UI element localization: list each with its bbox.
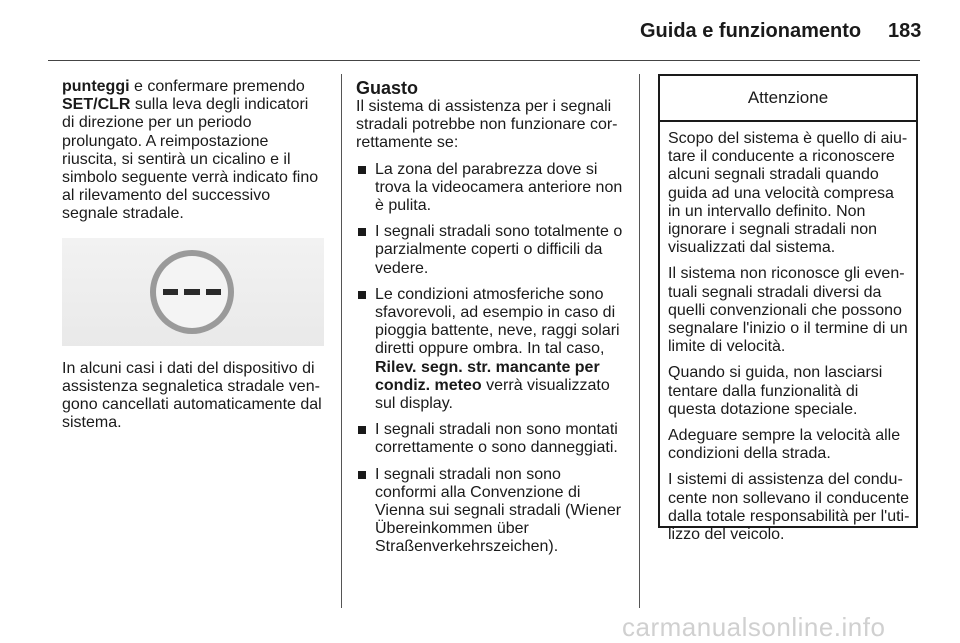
list-item: I segnali stradali non sono montati correttamente o sono danneggiati.: [356, 421, 626, 457]
fault-list: [356, 161, 626, 557]
sign-figure: [62, 238, 324, 346]
display-message: Rilev. segn. str. mancante per condiz. meteo: [375, 358, 600, 394]
header-title: Guida e funzionamento: [640, 20, 862, 42]
bullet-square-icon: [358, 228, 366, 236]
after-figure-paragraph: In alcuni casi i dati del dispositivo di assistenza segnaletica stradale vengono cancellati automaticamente dal sistema.: [62, 359, 322, 432]
bullet-square-icon: [358, 166, 366, 174]
bold-term-punteggi: punteggi: [62, 78, 130, 95]
list-item: I segnali stradali sono totalmente o parzialmente coperti o difficili da vedere.: [356, 223, 626, 278]
warning-paragraph: Quando si guida, non lasciarsi tentare dalla funzionalità di questa dotazione speciale.: [668, 364, 883, 418]
intro-text-1: e confermare premendo: [129, 78, 305, 95]
intro-paragraph: [62, 78, 324, 224]
bullet-square-icon: [358, 471, 366, 479]
list-item: I segnali stradali non sono conformi alla Convenzione di Vienna sui segnali stradali (Wiener Übereinkommen über Straßenverkehrszeichen).: [356, 466, 626, 557]
warning-body: [660, 122, 916, 544]
bullet-square-icon: [358, 426, 366, 434]
left-column: [62, 78, 324, 432]
no-speed-limit-dashes-icon: [62, 238, 324, 346]
guasto-intro: Il sistema di assistenza per i segnali stradali potrebbe non funzionare correttamente se:: [356, 98, 618, 152]
page-number: 183: [888, 20, 922, 42]
page-header: [0, 0, 960, 62]
bullet-square-icon: [358, 291, 366, 299]
warning-paragraph: Scopo del sistema è quello di aiutare il conducente a riconoscere alcuni segnali stradali quando guida ad una velocità compresa in un intervallo definito. Non ignorare i segnali stradali non visualizzati dal sistema.: [668, 130, 908, 257]
middle-column: [356, 78, 626, 565]
bold-term-setclr: SET/CLR: [62, 96, 131, 114]
warning-box: [658, 74, 918, 544]
watermark: carmanualsonline.info: [622, 612, 886, 642]
header-divider: [48, 60, 920, 61]
intro-text-2: sulla leva degli indicatori di direzione per un periodo prolungato. A reimpostazione riuscita, si sentirà un cicalino e il simbolo seguente verrà indicato fino al rilevamento del successivo segnale stradale.: [62, 96, 319, 223]
warning-title: Attenzione: [660, 76, 916, 122]
warning-paragraph: I sistemi di assistenza del conducente non sollevano il conducente dalla totale responsabilità per l'utilizzo del veicolo.: [668, 471, 910, 544]
warning-paragraph: Adeguare sempre la velocità alle condizioni della strada.: [668, 427, 901, 463]
column-divider-right: [639, 74, 640, 608]
list-item: Le condizioni atmosferiche sono sfavorevoli, ad esempio in caso di pioggia battente, neve, raggi solari diretti oppure ombra. In tal caso, Rilev. segn. str. mancante per condiz. meteo verrà visualizzato sul display.: [356, 286, 626, 413]
list-item: La zona del parabrezza dove si trova la videocamera anteriore non è pulita.: [356, 161, 626, 216]
section-heading: Guasto: [356, 78, 419, 98]
column-divider-left: [341, 74, 342, 608]
warning-paragraph: Il sistema non riconosce gli eventuali segnali stradali diversi da quelli convenzionali che possono segnalare l'inizio o il termine di un limite di velocità.: [668, 265, 908, 356]
